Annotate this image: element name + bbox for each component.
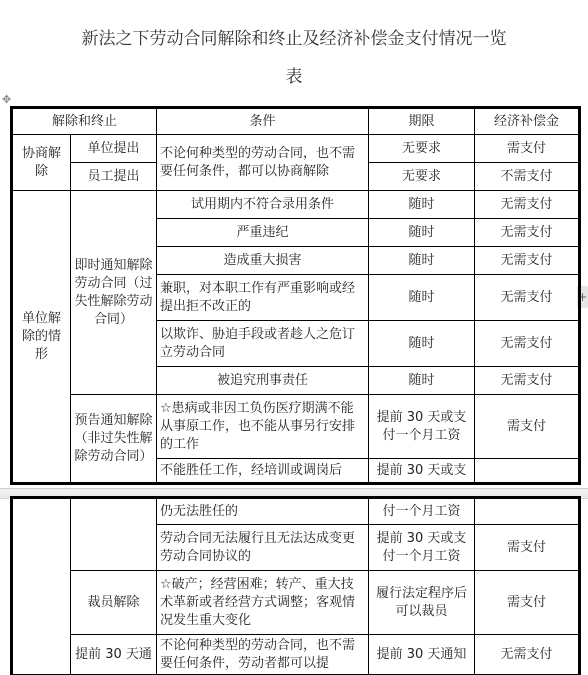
period-cell: 履行法定程序后可以裁员 [369, 571, 475, 635]
condition-cell: 不论何种类型的劳动合同，也不需要任何条件，都可以协商解除 [157, 135, 369, 191]
condition-cell: 仍无法胜任的 [157, 499, 369, 525]
table-row [13, 191, 579, 219]
pay-cell: 需支付 [475, 571, 579, 635]
document-title: 新法之下劳动合同解除和终止及经济补偿金支付情况一览 [81, 29, 507, 49]
condition-cell: 劳动合同无法履行且无法达成变更劳动合同协议的 [157, 525, 369, 571]
header-type: 解除和终止 [13, 109, 157, 135]
section-label: 单位解除的情形 [13, 191, 71, 483]
table-row [13, 571, 579, 635]
pay-cell [475, 499, 579, 525]
section-label: 协商解除 [13, 135, 71, 191]
table-row [13, 499, 579, 525]
condition-cell: 不论何种类型的劳动合同，也不需要任何条件，劳动者都可以提 [157, 635, 369, 675]
pay-cell: 无需支付 [475, 275, 579, 321]
period-cell: 随时 [369, 219, 475, 247]
condition-cell: ☆破产；经营困难；转产、重大技术革新或者经营方式调整；客观情况发生重大变化 [157, 571, 369, 635]
period-cell: 随时 [369, 191, 475, 219]
condition-cell: 试用期内不符合录用条件 [157, 191, 369, 219]
period-cell: 随时 [369, 247, 475, 275]
period-cell: 随时 [369, 367, 475, 395]
table-row [13, 135, 579, 163]
period-cell: 提前 30 天或支付一个月工资 [369, 395, 475, 459]
document-title-continued: 表 [285, 67, 303, 87]
add-column-icon[interactable]: + [577, 286, 588, 308]
pay-cell: 需支付 [475, 525, 579, 571]
pay-cell: 无需支付 [475, 321, 579, 367]
pay-cell: 无需支付 [475, 191, 579, 219]
period-cell: 提前 30 天或支 [369, 459, 475, 483]
pay-cell: 需支付 [475, 395, 579, 459]
sub-label: 员工提出 [71, 163, 157, 191]
summary-table [12, 108, 579, 483]
pay-cell: 无需支付 [475, 247, 579, 275]
sub-label-empty [71, 499, 157, 571]
period-cell: 随时 [369, 321, 475, 367]
sub-label: 即时通知解除劳动合同（过失性解除劳动合同） [71, 191, 157, 395]
sub-label: 单位提出 [71, 135, 157, 163]
condition-cell: 以欺诈、胁迫手段或者趁人之危订立劳动合同 [157, 321, 369, 367]
table-row [13, 395, 579, 459]
pay-cell: 需支付 [475, 135, 579, 163]
condition-cell: 严重违纪 [157, 219, 369, 247]
condition-cell: 造成重大损害 [157, 247, 369, 275]
summary-table-continued [12, 498, 579, 675]
pay-cell: 无需支付 [475, 367, 579, 395]
pay-cell: 无需支付 [475, 219, 579, 247]
header-period: 期限 [369, 109, 475, 135]
sub-label: 裁员解除 [71, 571, 157, 635]
sub-label: 预告通知解除（非过失性解除劳动合同） [71, 395, 157, 483]
condition-cell: 被追究刑事责任 [157, 367, 369, 395]
pay-cell: 无需支付 [475, 635, 579, 675]
period-cell: 提前 30 天通知 [369, 635, 475, 675]
condition-cell: 兼职，对本职工作有严重影响或经提出拒不改正的 [157, 275, 369, 321]
sub-label: 提前 30 天通 [71, 635, 157, 675]
table-header-row [13, 109, 579, 135]
period-cell: 随时 [369, 275, 475, 321]
condition-cell: ☆患病或非因工负伤医疗期满不能从事原工作，也不能从事另行安排的工作 [157, 395, 369, 459]
period-cell: 提前 30 天或支付一个月工资 [369, 525, 475, 571]
period-cell: 无要求 [369, 135, 475, 163]
pay-cell: 不需支付 [475, 163, 579, 191]
header-compensation: 经济补偿金 [475, 109, 579, 135]
move-handle-icon[interactable]: ✥ [2, 93, 12, 106]
header-condition: 条件 [157, 109, 369, 135]
pay-cell [475, 459, 579, 483]
period-cell: 付一个月工资 [369, 499, 475, 525]
condition-cell: 不能胜任工作，经培训或调岗后 [157, 459, 369, 483]
period-cell: 无要求 [369, 163, 475, 191]
section-label-empty [13, 499, 71, 675]
